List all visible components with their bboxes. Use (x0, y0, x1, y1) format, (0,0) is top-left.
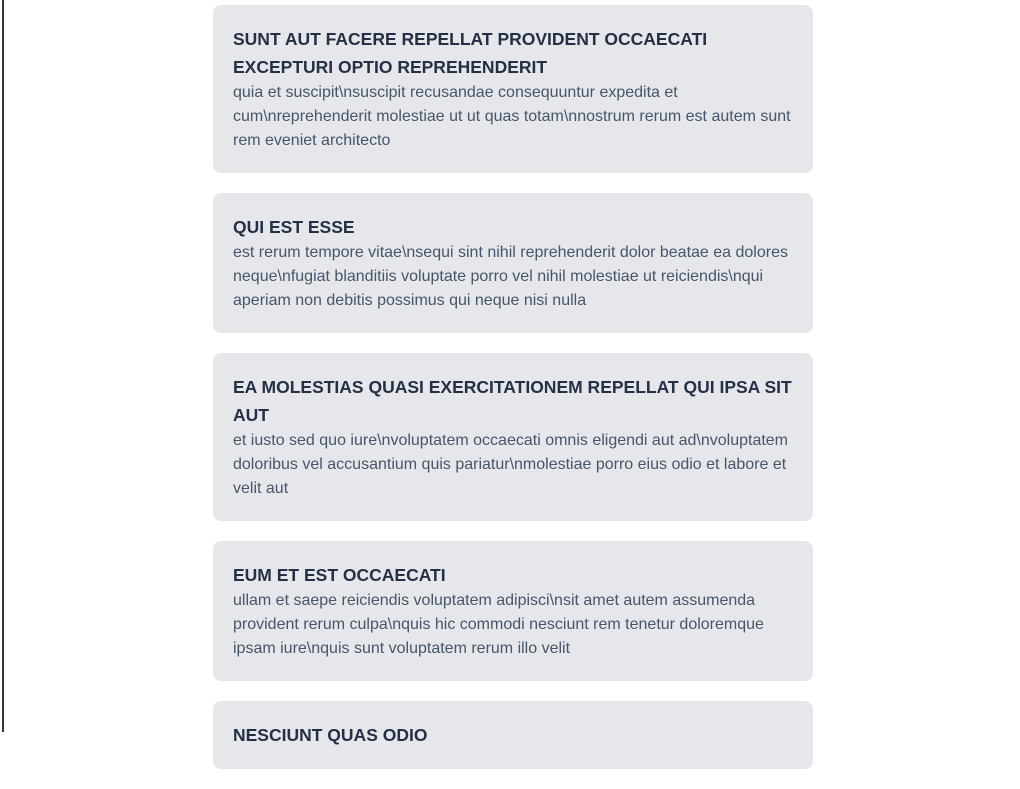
post-title: QUI EST ESSE (233, 217, 355, 237)
post-body: est rerum tempore vitae\nsequi sint nihil reprehenderit dolor beatae ea dolores neque\nfugiat blanditiis voluptate porro vel nihil molestiae ut reiciendis\nqui aperiam non debitis possimus qui neque nisi nulla (233, 244, 788, 309)
post-card (213, 193, 813, 333)
post-body: quia et suscipit\nsuscipit recusandae consequuntur expedita et cum\nreprehenderit molestiae ut ut quas totam\nnostrum rerum est autem sunt rem eveniet architecto (233, 84, 791, 149)
post-body: et iusto sed quo iure\nvoluptatem occaecati omnis eligendi aut ad\nvoluptatem doloribus vel accusantium quis pariatur\nmolestiae porro eius odio et labore et velit aut (233, 432, 789, 497)
page-left-rule (2, 0, 4, 732)
post-title: EA MOLESTIAS QUASI EXERCITATIONEM REPELLAT QUI IPSA SIT AUT (233, 377, 792, 425)
post-card (213, 701, 813, 769)
post-list (213, 5, 813, 789)
post-card (213, 353, 813, 521)
post-body: ullam et saepe reiciendis voluptatem adipisci\nsit amet autem assumenda provident rerum culpa\nquis hic commodi nesciunt rem tenetur doloremque ipsam iure\nquis sunt voluptatem rerum illo velit (233, 592, 764, 657)
post-title: EUM ET EST OCCAECATI (233, 565, 446, 585)
post-title: SUNT AUT FACERE REPELLAT PROVIDENT OCCAECATI EXCEPTURI OPTIO REPREHENDERIT (233, 29, 708, 77)
post-card (213, 541, 813, 681)
post-title: NESCIUNT QUAS ODIO (233, 725, 428, 745)
post-card (213, 5, 813, 173)
